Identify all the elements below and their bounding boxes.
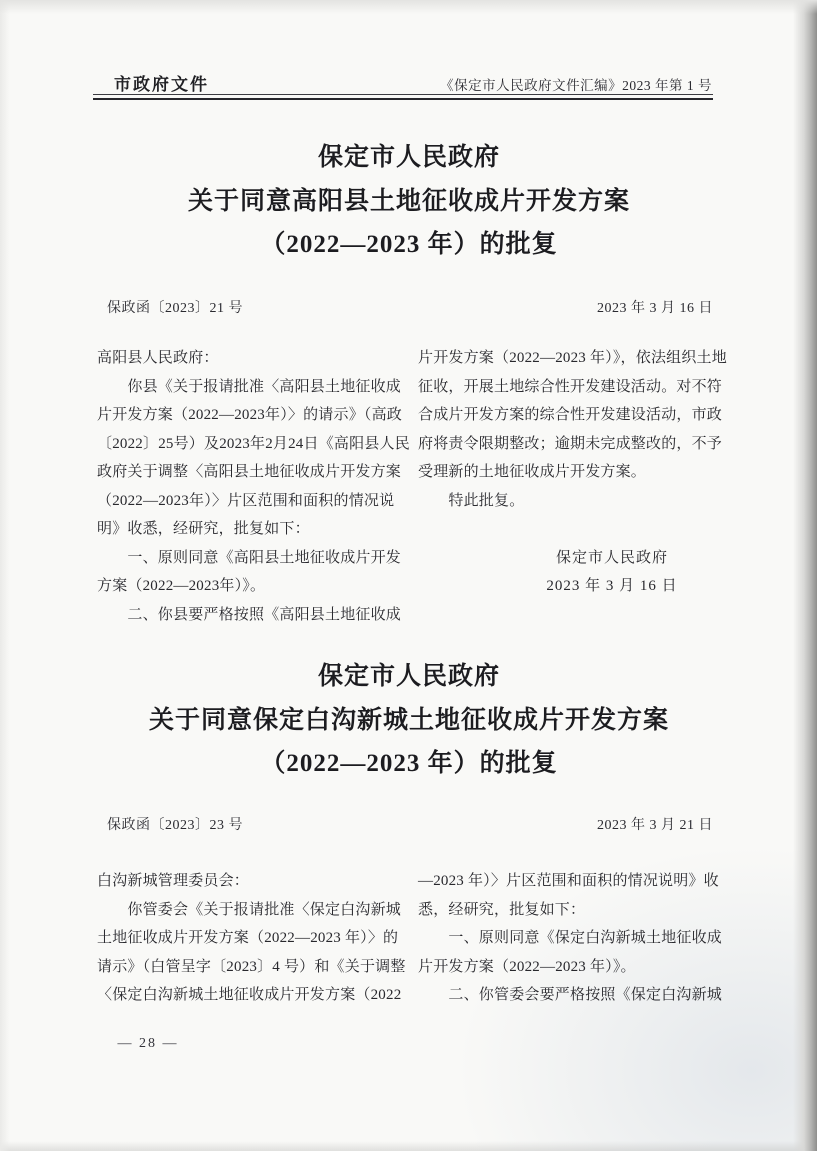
header-right-label: 《保定市人民政府文件汇编》2023 年第 1 号 — [440, 78, 712, 93]
doc1-meta-row — [107, 297, 713, 317]
text-line: 保定市人民政府 — [317, 144, 500, 171]
doc1-title — [95, 136, 723, 267]
doc1-signature-block — [482, 544, 742, 601]
text-line: 〈保定白沟新城土地征收成片开发方案（2022 — [97, 987, 402, 1003]
doc1-right-column-text — [418, 344, 730, 515]
doc2-right-column — [418, 867, 730, 1010]
text-line: 片开发方案（2022—2023 年）》。 — [418, 958, 636, 975]
text-line: 二、你县要严格按照《高阳县土地征收成 — [97, 606, 402, 623]
text-line: （2022—2023年）〉片区范围和面积的情况说 — [97, 492, 395, 509]
header-rule — [93, 94, 713, 100]
doc2-date: 2023 年 3 月 21 日 — [597, 818, 713, 833]
doc1-left-column — [97, 344, 409, 629]
doc1-signature-org: 保定市人民政府 — [555, 549, 668, 566]
text-line: 一、原则同意《保定白沟新城土地征收成 — [418, 930, 723, 946]
text-line: 悉，经研究，批复如下： — [418, 901, 586, 918]
page-number: — 28 — — [117, 1036, 179, 1051]
text-line: 受理新的土地征收成片开发方案。 — [418, 464, 647, 480]
doc1-date: 2023 年 3 月 16 日 — [597, 301, 713, 316]
text-line: 方案（2022—2023年）》。 — [97, 578, 266, 594]
text-line: 一、原则同意《高阳县土地征收成片开发 — [97, 549, 402, 566]
doc1-signature-date: 2023 年 3 月 16 日 — [546, 578, 678, 594]
text-line: 合成片开发方案的综合性开发建设活动，市政 — [418, 407, 723, 423]
doc2-title — [95, 655, 723, 786]
doc2-meta-row — [107, 814, 713, 834]
text-line: 保定市人民政府 — [317, 663, 500, 690]
text-line: 片开发方案（2022—2023年）〉的请示》（高政 — [97, 407, 403, 423]
text-line: 明》收悉，经研究，批复如下： — [97, 521, 310, 537]
text-line: 政府关于调整〈高阳县土地征收成片开发方案 — [97, 464, 402, 480]
text-line: 〔2022〕25号）及2023年2月24日《高阳县人民 — [97, 435, 410, 452]
text-line: （2022—2023 年）的批复 — [260, 750, 558, 777]
text-line: 请示》（白管呈字〔2023〕4 号）和《关于调整 — [97, 958, 406, 975]
text-line: —2023 年）〉片区范围和面积的情况说明》收 — [418, 873, 719, 889]
text-line: （2022—2023 年）的批复 — [260, 231, 558, 258]
header-left-label: 市政府文件 — [114, 75, 209, 94]
doc1-number: 保政函〔2023〕21 号 — [107, 301, 243, 316]
doc2-left-column — [97, 867, 409, 1010]
text-line: 白沟新城管理委员会： — [97, 873, 250, 889]
doc1-right-column — [418, 344, 730, 601]
text-line: 你管委会《关于报请批准〈保定白沟新城 — [97, 901, 402, 918]
text-line: 府将责令限期整改；逾期未完成整改的，不予 — [418, 435, 723, 452]
text-line: 你县《关于报请批准〈高阳县土地征收成 — [97, 378, 402, 395]
text-line: 二、你管委会要严格按照《保定白沟新城 — [418, 987, 723, 1003]
doc2-number: 保政函〔2023〕23 号 — [107, 818, 243, 833]
text-line: 关于同意高阳县土地征收成片开发方案 — [187, 187, 630, 215]
text-line: 土地征收成片开发方案（2022—2023 年）〉的 — [97, 930, 399, 946]
text-line: 片开发方案（2022—2023 年）》，依法组织土地 — [418, 350, 727, 366]
text-line: 高阳县人民政府： — [97, 350, 219, 366]
text-line: 特此批复。 — [418, 492, 525, 509]
text-line: 征收，开展土地综合性开发建设活动。对不符 — [418, 378, 723, 395]
text-line: 关于同意保定白沟新城土地征收成片开发方案 — [148, 706, 669, 734]
